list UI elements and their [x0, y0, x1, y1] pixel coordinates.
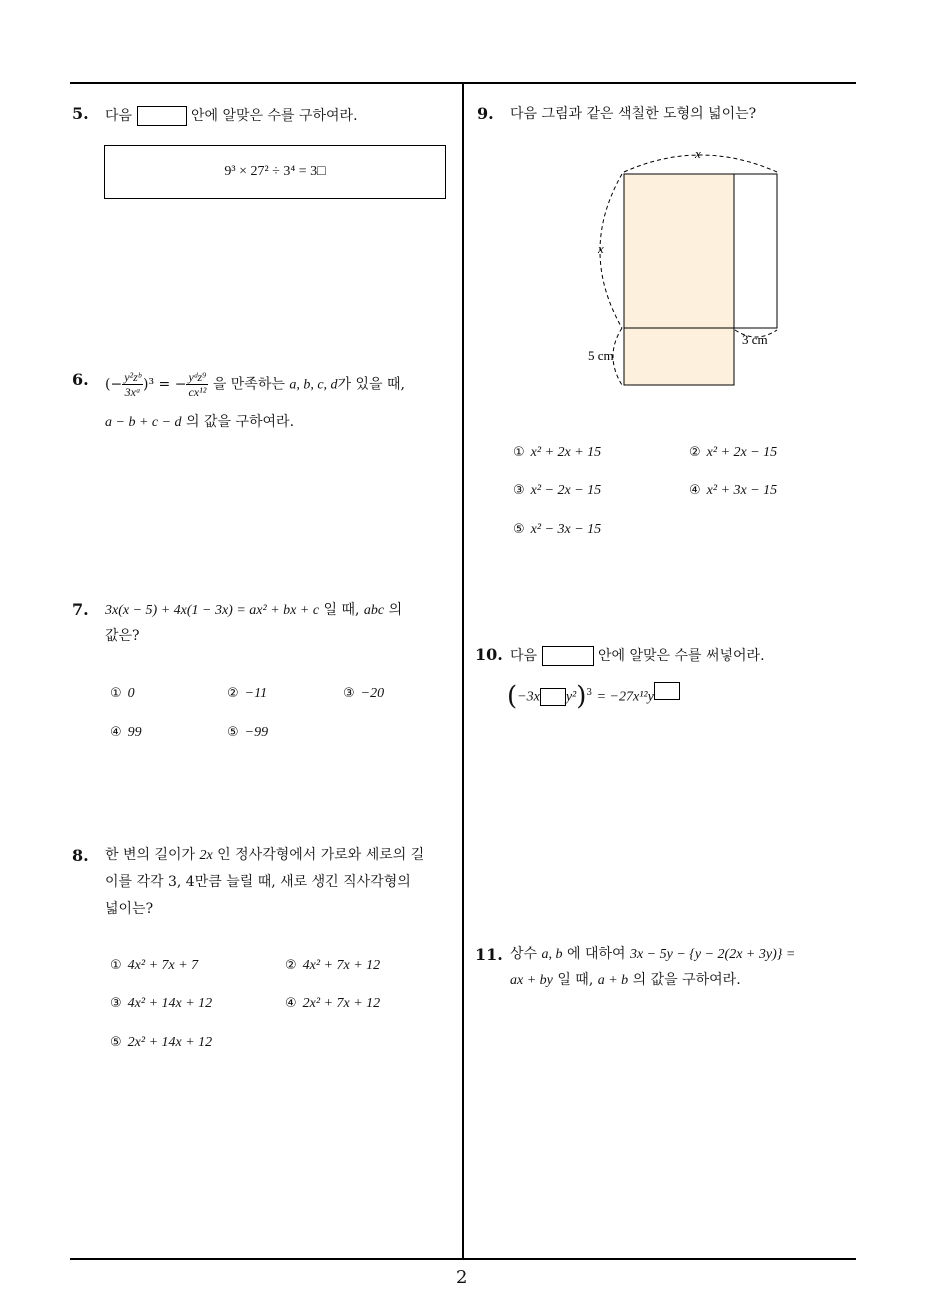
q5-equation: 9³ × 27² ÷ 3⁴ = 3□ — [224, 164, 326, 179]
q9-removed-strip — [734, 174, 777, 328]
q10-equation: (−3x y²)$^3$ = −27x¹²y — [507, 678, 680, 713]
q8-choice-3[interactable]: ③ 4x² + 14x + 12 — [110, 996, 213, 1011]
q5-text-before: 다음 — [105, 108, 133, 124]
q7-text2: 의 — [388, 602, 403, 618]
q8-number: 8. — [72, 846, 89, 865]
q10-blank-b — [654, 682, 680, 700]
q6-line1 — [105, 370, 405, 399]
page-number: 2 — [456, 1267, 468, 1288]
q6-lhs-num: y²zᵇ — [124, 370, 142, 384]
q5-equation-box — [104, 145, 446, 199]
q7-choice-4[interactable]: ④ 99 — [110, 725, 142, 740]
q10-blank-a — [540, 688, 566, 706]
q8-line1: 한 변의 길이가 2x 인 정사각형에서 가로와 세로의 길 — [105, 847, 425, 863]
q6-text-tail: 가 있을 때, — [337, 376, 406, 393]
q6-number: 6. — [72, 370, 89, 389]
q8-choice-5[interactable]: ⑤ 2x² + 14x + 12 — [110, 1035, 213, 1050]
q9-choice-2[interactable]: ② x² + 2x − 15 — [689, 445, 778, 460]
q5-text-after: 안에 알맞은 수를 구하여라. — [190, 108, 358, 124]
q11-line1: 상수 a, b 에 대하여 3x − 5y − {y − 2(2x + 3y)} = — [510, 946, 796, 962]
q7-equation: 3x(x − 5) + 4x(1 − 3x) = ax² + bx + c — [105, 603, 320, 618]
q6-lhs-close: )³ = − — [143, 376, 187, 393]
bottom-rule — [70, 1258, 856, 1260]
q10-text: 다음 안에 알맞은 수를 써넣어라. — [510, 648, 765, 664]
q7-var: abc — [363, 603, 385, 618]
q8-line3: 넓이는? — [105, 901, 154, 917]
q5-text — [105, 103, 358, 130]
q11-number: 11. — [475, 945, 503, 964]
q8-line2: 이를 각각 3, 4만큼 늘릴 때, 새로 생긴 직사각형의 — [105, 874, 411, 890]
q10-blank — [542, 646, 594, 666]
q9-choice-3[interactable]: ③ x² − 2x − 15 — [513, 483, 602, 498]
q5-number: 5. — [72, 104, 89, 123]
q7-choice-2[interactable]: ② −11 — [227, 686, 268, 701]
q11-line2: ax + by 일 때, a + b 의 값을 구하여라. — [510, 972, 741, 988]
q6-rhs-den: cx¹² — [188, 385, 207, 399]
q6-expr: a − b + c − d — [105, 415, 182, 430]
q8-choice-1[interactable]: ① 4x² + 7x + 7 — [110, 958, 199, 973]
q6-lhs-open: (− — [105, 376, 123, 393]
q9-number: 9. — [477, 104, 494, 123]
q7-line2: 값은? — [105, 628, 140, 644]
q6-lhs-den: 3xᵃ — [124, 385, 141, 399]
q7-choice-3[interactable]: ③ −20 — [343, 686, 385, 701]
q8-choice-2[interactable]: ② 4x² + 7x + 12 — [285, 958, 381, 973]
q7-choice-5[interactable]: ⑤ −99 — [227, 725, 269, 740]
q8-choice-4[interactable]: ④ 2x² + 7x + 12 — [285, 996, 381, 1011]
q6-vars: a, b, c, d — [289, 377, 338, 393]
q6-text-after: 을 만족하는 — [212, 376, 285, 393]
q10-exponent: 3 — [586, 688, 593, 698]
q9-text: 다음 그림과 같은 색칠한 도형의 넓이는? — [510, 106, 757, 122]
q9-label-left: x — [598, 241, 604, 256]
q7-text1: 일 때, — [323, 602, 360, 618]
q6-rhs-fraction — [186, 370, 208, 399]
q9-label-right-bottom: 3 cm — [742, 332, 768, 347]
q7-choice-1[interactable]: ① 0 — [110, 686, 135, 701]
q9-choice-4[interactable]: ④ x² + 3x − 15 — [689, 483, 778, 498]
q6-lhs-fraction — [122, 370, 143, 399]
q5-blank — [137, 106, 187, 126]
column-divider — [462, 82, 464, 1259]
q6-line2-after: 의 값을 구하여라. — [186, 414, 295, 430]
q9-shaded-lower — [624, 328, 734, 385]
q7-line1 — [105, 597, 402, 624]
q9-label-left-bottom: 5 cm — [588, 348, 614, 363]
q9-left-bottom-brace — [613, 328, 622, 385]
q9-shaded-upper — [624, 174, 734, 328]
q6-rhs-num: yᵈz⁹ — [188, 370, 207, 384]
q6-line2 — [105, 409, 294, 436]
q9-figure — [580, 140, 790, 400]
q7-number: 7. — [72, 600, 89, 619]
q9-label-top: x — [695, 146, 701, 161]
q9-choice-5[interactable]: ⑤ x² − 3x − 15 — [513, 522, 602, 537]
q9-choice-1[interactable]: ① x² + 2x + 15 — [513, 445, 602, 460]
q10-number: 10. — [475, 645, 503, 664]
